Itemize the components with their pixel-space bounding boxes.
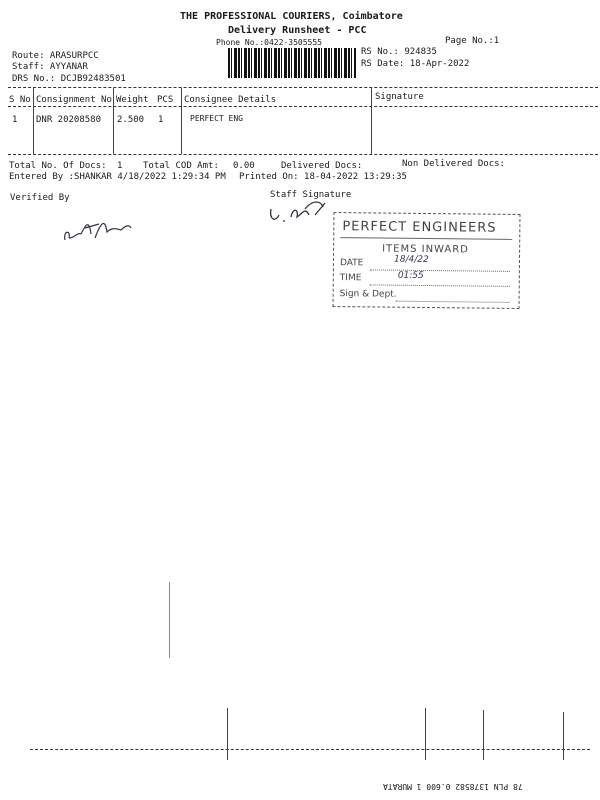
company-name: THE PROFESSIONAL COURIERS, Coimbatore <box>180 11 403 22</box>
inward-stamp <box>333 212 521 309</box>
printed-on: Printed On: 18-04-2022 13:29:35 <box>239 172 407 182</box>
barcode <box>228 48 356 78</box>
stamp-time-label: TIME <box>339 273 362 284</box>
col-divider <box>181 88 182 154</box>
stamp-time-value: 01:55 <box>397 270 424 281</box>
col-header-consignment: Consignment No <box>36 95 112 105</box>
table-header-rule <box>8 106 598 107</box>
scan-artifact-line <box>227 708 228 760</box>
delivered-docs-label: Delivered Docs: <box>281 161 363 171</box>
stamp-sign-line <box>396 301 510 303</box>
footer-dashed-rule <box>30 749 590 750</box>
non-delivered-docs-label: Non Delivered Docs: <box>402 159 505 169</box>
row-sno: 1 <box>12 115 18 125</box>
stamp-time-line <box>370 284 510 286</box>
row-weight: 2.500 <box>117 115 145 125</box>
page-number: Page No.:1 <box>445 36 500 46</box>
stamp-subtitle: ITEMS INWARD <box>382 243 469 256</box>
drs-number: DRS No.: DCJB92483501 <box>12 74 126 84</box>
col-header-consignee: Consignee Details <box>184 95 277 105</box>
verified-by-signature <box>55 208 135 248</box>
row-pcs: 1 <box>158 115 164 125</box>
entered-by: Entered By :SHANKAR 4/18/2022 1:29:34 PM <box>9 172 226 182</box>
total-cod-label: Total COD Amt: <box>143 161 219 171</box>
table-bottom-rule <box>8 154 598 155</box>
col-header-sno: S No <box>9 95 31 105</box>
staff-signature-label: Staff Signature <box>270 190 352 200</box>
scan-artifact-line <box>483 710 484 760</box>
total-docs-label: Total No. Of Docs: <box>9 161 107 171</box>
col-divider <box>33 88 34 154</box>
rs-number: RS No.: 924835 <box>361 47 437 57</box>
stamp-company: PERFECT ENGINEERS <box>342 219 497 236</box>
rs-date: RS Date: 18-Apr-2022 <box>361 59 470 69</box>
col-header-signature: Signature <box>375 92 424 102</box>
col-divider <box>371 88 372 154</box>
scan-artifact-line <box>169 582 170 658</box>
route: Route: ARASURPCC <box>12 51 99 61</box>
col-header-weight: Weight <box>116 95 149 105</box>
staff: Staff: AYYANAR <box>12 62 88 72</box>
phone-number: Phone No.:0422-3505555 <box>216 38 322 47</box>
stamp-sign-label: Sign & Dept. <box>339 289 397 300</box>
scan-artifact-line <box>563 712 564 760</box>
table-top-rule <box>8 87 598 88</box>
stamp-date-value: 18/4/22 <box>393 254 429 266</box>
stamp-date-label: DATE <box>339 258 364 269</box>
scan-artifact-line <box>425 708 426 760</box>
stamp-rule <box>340 237 512 240</box>
total-cod-value: 0.00 <box>233 161 255 171</box>
col-header-pcs: PCS <box>157 95 174 105</box>
runsheet-title: Delivery Runsheet - PCC <box>228 25 367 36</box>
row-consignment: DNR 20208580 <box>36 115 102 125</box>
inverted-footer-text: 78 PLN 1378582 0.600 1 MURATA <box>383 782 523 791</box>
col-divider <box>113 88 114 154</box>
row-consignee: PERFECT ENG <box>190 114 243 123</box>
stamp-date-line <box>370 269 510 271</box>
verified-by-label: Verified By <box>10 193 70 203</box>
total-docs-value: 1 <box>117 161 123 171</box>
staff-signature-scribble <box>265 195 335 230</box>
